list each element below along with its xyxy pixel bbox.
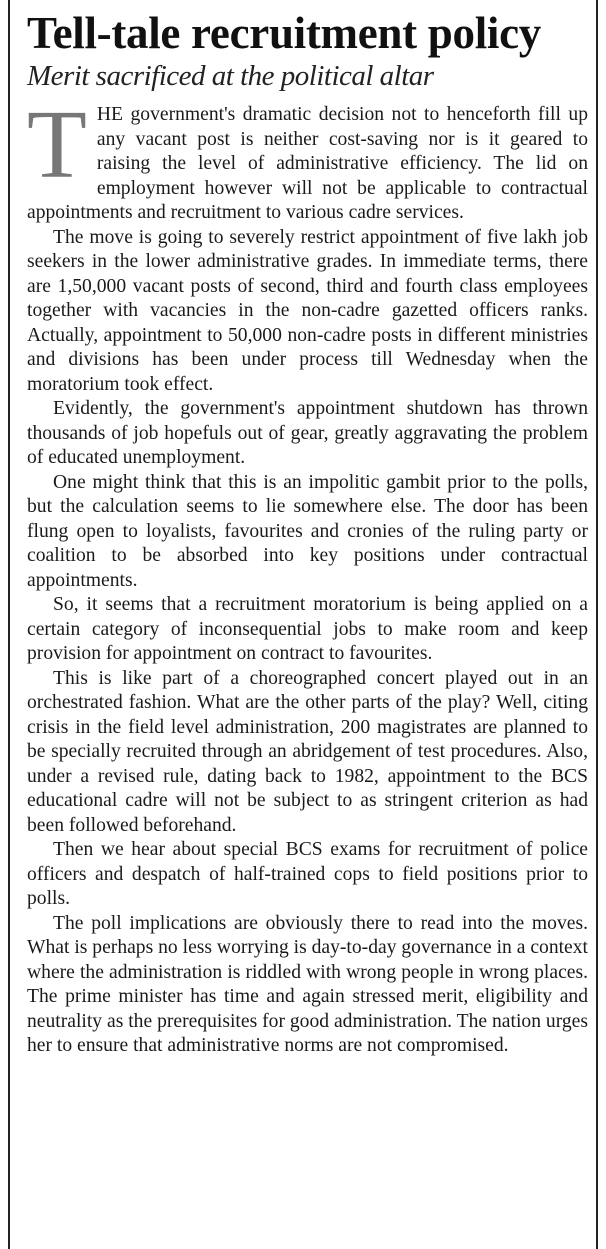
paragraph-3: Evidently, the government's appointment shutdown has thrown thousands of job hopefuls out of gear, greatly aggravating the problem of educated unemployment. xyxy=(27,398,588,468)
paragraph-text: HE government's dramatic decision not to henceforth fill up any vacant post is neither cost-saving nor is it geared to raising the level of administrative efficiency. The lid on employment however will not be applicable to contractual appointments and recruitment to various cadre services. xyxy=(27,104,588,223)
subheadline: Merit sacrificed at the political altar xyxy=(27,60,434,92)
paragraph-1 xyxy=(27,91,588,226)
drop-cap: T xyxy=(27,91,87,199)
paragraph-5: So, it seems that a recruitment moratorium is being applied on a certain category of inconsequential jobs to make room and keep provision for appointment on contract to favourites. xyxy=(27,594,588,664)
paragraph-6: This is like part of a choreographed concert played out in an orchestrated fashion. What are the other parts of the play? Well, citing crisis in the field level administration, 200 magistrates are planned to be specially recruited through an abridgement of test procedures. Also, under a revised rule, dating back to 1982, appointment to the BCS educational cadre will not be subject to as stringent criterion as had been followed beforehand. xyxy=(27,667,588,836)
paragraph-8: The poll implications are obviously there to read into the moves. What is perhaps no less worrying is day-to-day governance in a context where the administration is riddled with wrong people in wrong places. The prime minister has time and again stressed merit, eligibility and neutrality as the prerequisites for good administration. The nation urges her to ensure that administrative norms are not compromised. xyxy=(27,912,588,1056)
frame-border-right xyxy=(596,0,598,1249)
paragraph-2: The move is going to severely restrict appointment of five lakh job seekers in the lower administrative grades. In immediate terms, there are 1,50,000 vacant posts of second, third and fourth class employees together with vacancies in the non-cadre gazetted officers ranks. Actually, appointment to 50,000 non-cadre posts in different ministries and divisions has been under process till Wednesday when the moratorium took effect. xyxy=(27,226,588,395)
headline: Tell-tale recruitment policy xyxy=(27,8,541,58)
frame-border-left xyxy=(8,0,10,1249)
paragraph-7: Then we hear about special BCS exams for recruitment of police officers and despatch of half-trained cops to field positions prior to polls. xyxy=(27,839,588,909)
article-body xyxy=(27,91,588,1059)
article xyxy=(27,0,588,1059)
paragraph-4: One might think that this is an impolitic gambit prior to the polls, but the calculation seems to lie somewhere else. The door has been flung open to loyalists, favourites and cronies of the ruling party or coalition to be absorbed into key positions under contractual appointments. xyxy=(27,471,588,591)
